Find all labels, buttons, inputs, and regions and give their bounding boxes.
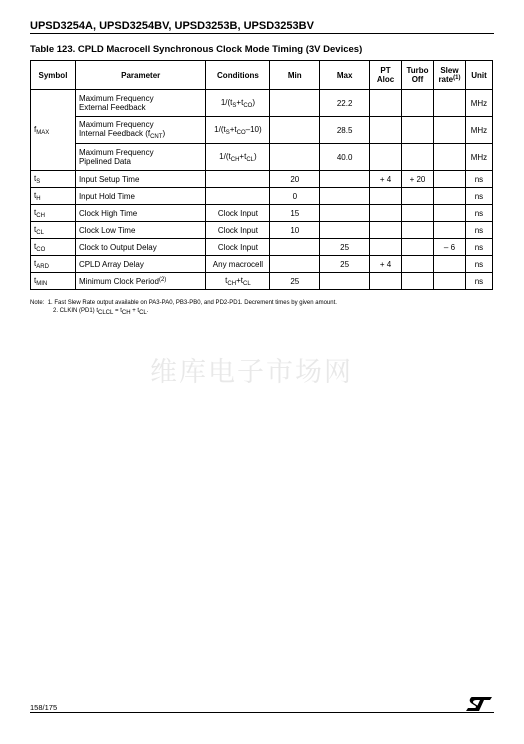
table-row bbox=[31, 117, 493, 144]
slew-cell bbox=[433, 188, 465, 205]
page-number: 158/175 bbox=[30, 703, 58, 712]
watermark: 维库电子市场网 bbox=[150, 357, 353, 388]
max-cell bbox=[320, 188, 370, 205]
slew-cell bbox=[433, 90, 465, 117]
pt-cell bbox=[370, 205, 402, 222]
col-min: Min bbox=[270, 61, 320, 90]
symbol-cell: $t_{CO}$ bbox=[31, 239, 76, 256]
table-notes bbox=[30, 299, 337, 317]
symbol-cell: $t_S$ bbox=[31, 171, 76, 188]
slew-cell bbox=[433, 222, 465, 239]
min-cell: 20 bbox=[270, 171, 320, 188]
unit-cell: MHz bbox=[465, 90, 492, 117]
min-cell bbox=[270, 239, 320, 256]
col-max: Max bbox=[320, 61, 370, 90]
cond-cell bbox=[206, 171, 270, 188]
param-cell: Clock Low Time bbox=[75, 222, 206, 239]
turbo-cell bbox=[402, 205, 434, 222]
pt-cell: + 4 bbox=[370, 171, 402, 188]
pt-cell bbox=[370, 144, 402, 171]
table-row bbox=[31, 222, 493, 239]
table-title: Table 123. CPLD Macrocell Synchronous Clock Mode Timing (3V Devices) bbox=[30, 44, 363, 55]
turbo-cell bbox=[402, 144, 434, 171]
param-cell: Maximum Frequency Internal Feedback $(f_{CNT})$ bbox=[75, 117, 206, 144]
pt-cell bbox=[370, 273, 402, 290]
fmax-symbol: $f_{MAX}$ bbox=[31, 90, 76, 171]
unit-cell: ns bbox=[465, 171, 492, 188]
slew-cell bbox=[433, 205, 465, 222]
param-cell: Clock to Output Delay bbox=[75, 239, 206, 256]
turbo-cell: + 20 bbox=[402, 171, 434, 188]
unit-cell: ns bbox=[465, 222, 492, 239]
min-cell: 10 bbox=[270, 222, 320, 239]
param-cell: CPLD Array Delay bbox=[75, 256, 206, 273]
slew-cell: – 6 bbox=[433, 239, 465, 256]
cond-cell: Clock Input bbox=[206, 222, 270, 239]
cond-cell bbox=[206, 188, 270, 205]
table-row bbox=[31, 273, 493, 290]
col-unit: Unit bbox=[465, 61, 492, 90]
col-symbol: Symbol bbox=[31, 61, 76, 90]
table-row bbox=[31, 171, 493, 188]
table-row bbox=[31, 205, 493, 222]
param-cell: Maximum Frequency Pipelined Data bbox=[75, 144, 206, 171]
param-cell: Input Setup Time bbox=[75, 171, 206, 188]
symbol-cell: $t_{MIN}$ bbox=[31, 273, 76, 290]
table-row bbox=[31, 239, 493, 256]
max-cell: 28.5 bbox=[320, 117, 370, 144]
turbo-cell bbox=[402, 273, 434, 290]
symbol-cell: $t_{CH}$ bbox=[31, 205, 76, 222]
param-cell: Clock High Time bbox=[75, 205, 206, 222]
max-cell: 22.2 bbox=[320, 90, 370, 117]
slew-cell bbox=[433, 171, 465, 188]
max-cell: 25 bbox=[320, 239, 370, 256]
cond-cell: $1/(t_S+t_{CO})$ bbox=[206, 90, 270, 117]
unit-cell: ns bbox=[465, 239, 492, 256]
table-row bbox=[31, 188, 493, 205]
unit-cell: MHz bbox=[465, 117, 492, 144]
param-cell: Maximum Frequency External Feedback bbox=[75, 90, 206, 117]
unit-cell: ns bbox=[465, 205, 492, 222]
symbol-cell: $t_H$ bbox=[31, 188, 76, 205]
min-cell: 15 bbox=[270, 205, 320, 222]
slew-cell bbox=[433, 256, 465, 273]
min-cell: 25 bbox=[270, 273, 320, 290]
table-row bbox=[31, 144, 493, 171]
symbol-cell: $t_{ARD}$ bbox=[31, 256, 76, 273]
turbo-cell bbox=[402, 90, 434, 117]
min-cell bbox=[270, 90, 320, 117]
slew-cell bbox=[433, 144, 465, 171]
max-cell bbox=[320, 171, 370, 188]
cond-cell: $1/(t_S+t_{CO}-10)$ bbox=[206, 117, 270, 144]
table-row bbox=[31, 256, 493, 273]
header-rule bbox=[30, 33, 494, 34]
table-row bbox=[31, 90, 493, 117]
cond-cell: $1/(t_{CH}+t_{CL})$ bbox=[206, 144, 270, 171]
footer-rule bbox=[30, 712, 494, 713]
unit-cell: ns bbox=[465, 273, 492, 290]
max-cell bbox=[320, 222, 370, 239]
note-1: Note: 1. Fast Slew Rate output available on PA3-PA0, PB3-PB0, and PD2-PD1. Decrement times by given amount. bbox=[30, 300, 337, 306]
timing-table bbox=[30, 60, 493, 290]
cond-cell: Clock Input bbox=[206, 205, 270, 222]
cond-cell: $t_{CH}+t_{CL}$ bbox=[206, 273, 270, 290]
turbo-cell bbox=[402, 222, 434, 239]
unit-cell: ns bbox=[465, 256, 492, 273]
col-slew-rate: Slew rate$^{(1)}$ bbox=[433, 61, 465, 90]
pt-cell bbox=[370, 90, 402, 117]
pt-cell: + 4 bbox=[370, 256, 402, 273]
slew-cell bbox=[433, 273, 465, 290]
cond-cell: Any macrocell bbox=[206, 256, 270, 273]
turbo-cell bbox=[402, 256, 434, 273]
table-header-row bbox=[31, 61, 493, 90]
note-2: 2. CLKIN (PD1) tCLCL = tCH + tCL. bbox=[53, 308, 149, 316]
turbo-cell bbox=[402, 239, 434, 256]
param-cell: Input Hold Time bbox=[75, 188, 206, 205]
col-pt-aloc: PT Aloc bbox=[370, 61, 402, 90]
cond-cell: Clock Input bbox=[206, 239, 270, 256]
min-cell bbox=[270, 117, 320, 144]
min-cell bbox=[270, 256, 320, 273]
turbo-cell bbox=[402, 117, 434, 144]
max-cell: 25 bbox=[320, 256, 370, 273]
pt-cell bbox=[370, 188, 402, 205]
col-turbo-off: Turbo Off bbox=[402, 61, 434, 90]
turbo-cell bbox=[402, 188, 434, 205]
col-conditions: Conditions bbox=[206, 61, 270, 90]
min-cell bbox=[270, 144, 320, 171]
unit-cell: MHz bbox=[465, 144, 492, 171]
param-cell: Minimum Clock Period$^{(2)}$ bbox=[75, 273, 206, 290]
symbol-cell: $t_{CL}$ bbox=[31, 222, 76, 239]
max-cell bbox=[320, 273, 370, 290]
pt-cell bbox=[370, 222, 402, 239]
max-cell bbox=[320, 205, 370, 222]
st-logo-icon bbox=[466, 697, 492, 716]
simple-rows bbox=[31, 171, 493, 273]
max-cell: 40.0 bbox=[320, 144, 370, 171]
pt-cell bbox=[370, 117, 402, 144]
document-header: UPSD3254A, UPSD3254BV, UPSD3253B, UPSD3253BV bbox=[30, 20, 314, 32]
unit-cell: ns bbox=[465, 188, 492, 205]
slew-cell bbox=[433, 117, 465, 144]
pt-cell bbox=[370, 239, 402, 256]
min-cell: 0 bbox=[270, 188, 320, 205]
col-parameter: Parameter bbox=[75, 61, 206, 90]
